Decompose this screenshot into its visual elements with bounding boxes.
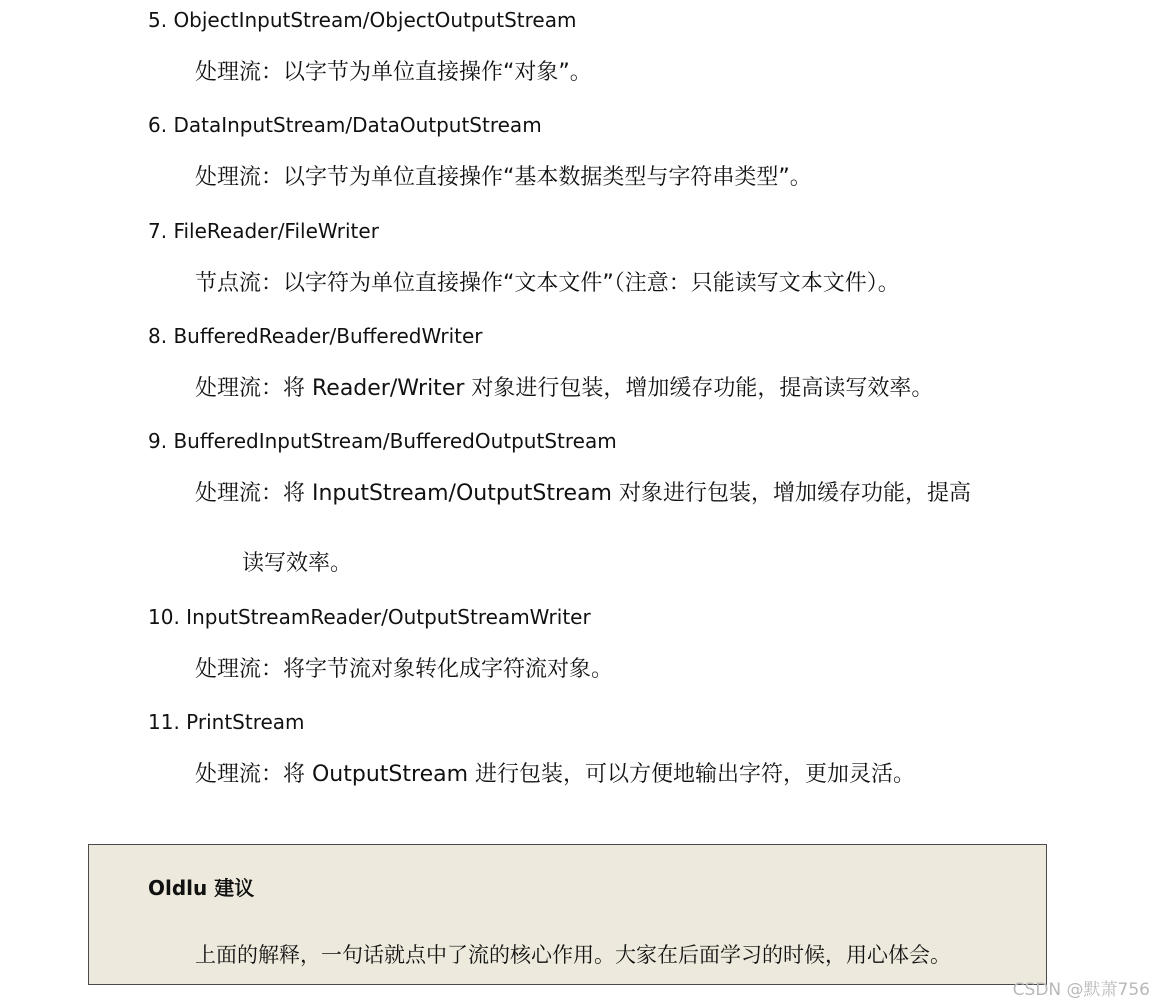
item-description: 处理流：将 OutputStream 进行包装，可以方便地输出字符，更加灵活。	[195, 762, 916, 787]
item-heading: 10. InputStreamReader/OutputStreamWriter	[148, 605, 591, 629]
watermark: CSDN @默萧756	[1012, 980, 1150, 1000]
item-description: 处理流：将 Reader/Writer 对象进行包装，增加缓存功能，提高读写效率。	[195, 376, 934, 401]
item-description: 处理流：以字节为单位直接操作“对象”。	[195, 60, 592, 85]
item-description: 处理流：将字节流对象转化成字符流对象。	[195, 657, 614, 682]
item-description: 处理流：以字节为单位直接操作“基本数据类型与字符串类型”。	[195, 165, 812, 190]
item-heading: 5. ObjectInputStream/ObjectOutputStream	[148, 8, 577, 32]
item-heading: 9. BufferedInputStream/BufferedOutputStream	[148, 429, 617, 453]
item-description: 节点流：以字符为单位直接操作“文本文件”（注意：只能读写文本文件）。	[195, 271, 900, 296]
item-description-continuation: 读写效率。	[242, 551, 353, 576]
item-heading: 8. BufferedReader/BufferedWriter	[148, 324, 483, 348]
item-heading: 6. DataInputStream/DataOutputStream	[148, 113, 542, 137]
item-heading: 11. PrintStream	[148, 710, 305, 734]
item-description: 处理流：将 InputStream/OutputStream 对象进行包装，增加缓存功能，提高	[195, 481, 971, 506]
item-heading: 7. FileReader/FileWriter	[148, 219, 379, 243]
tip-body: 上面的解释，一句话就点中了流的核心作用。大家在后面学习的时候，用心体会。	[195, 943, 951, 967]
tip-title: Oldlu 建议	[148, 876, 255, 900]
tip-box	[88, 844, 1047, 985]
